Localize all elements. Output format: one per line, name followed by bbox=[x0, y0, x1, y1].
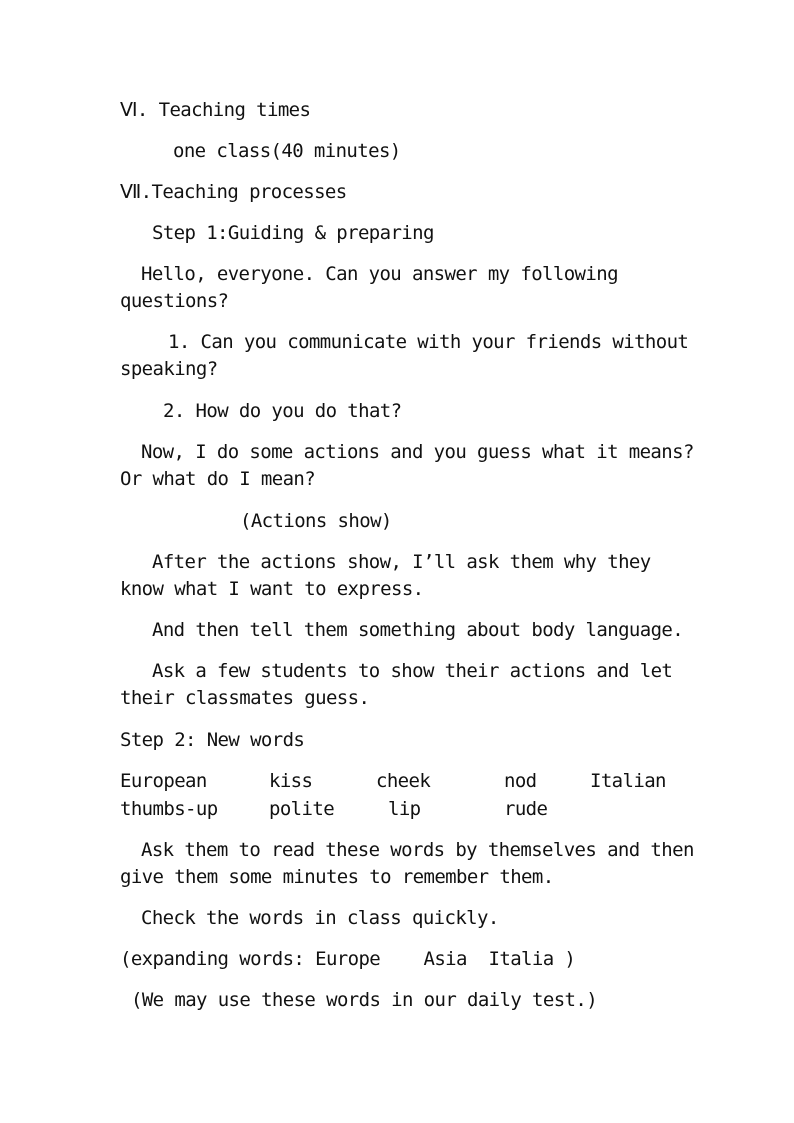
new-word: kiss bbox=[269, 770, 313, 792]
new-word: polite bbox=[269, 798, 335, 820]
section6-heading: Ⅵ. Teaching times bbox=[120, 99, 311, 121]
step1-heading: Step 1:Guiding & preparing bbox=[152, 222, 434, 244]
section6-text: one class(40 minutes) bbox=[173, 140, 401, 162]
actions-prompt: Now, I do some actions and you guess what it means? Or what do I mean? bbox=[120, 441, 694, 490]
new-word: rude bbox=[504, 798, 548, 820]
after-actions: After the actions show, I’ll ask them why they know what I want to express. bbox=[120, 551, 651, 600]
daily-test-note: (We may use these words in our daily test.) bbox=[131, 989, 598, 1011]
step1-intro: Hello, everyone. Can you answer my following questions? bbox=[120, 263, 618, 312]
section7-heading: Ⅶ.Teaching processes bbox=[120, 181, 347, 203]
new-word: thumbs-up bbox=[120, 798, 218, 820]
actions-show: (Actions show) bbox=[240, 510, 392, 532]
body-language: And then tell them something about body language. bbox=[152, 619, 684, 641]
new-word: Italian bbox=[590, 770, 666, 792]
step2-heading: Step 2: New words bbox=[120, 729, 305, 751]
ask-students: Ask a few students to show their actions and let their classmates guess. bbox=[120, 660, 673, 709]
question-1: 1. Can you communicate with your friends without speaking? bbox=[120, 331, 689, 380]
read-words: Ask them to read these words by themselves and then give them some minutes to remember them. bbox=[120, 839, 694, 888]
new-word: lip bbox=[388, 798, 421, 820]
new-word: nod bbox=[504, 770, 537, 792]
check-words: Check the words in class quickly. bbox=[141, 907, 499, 929]
new-word: European bbox=[120, 770, 207, 792]
question-2: 2. How do you do that? bbox=[163, 400, 402, 422]
expanding-words: (expanding words: Europe Asia Italia ) bbox=[120, 948, 576, 970]
new-word: cheek bbox=[376, 770, 431, 792]
